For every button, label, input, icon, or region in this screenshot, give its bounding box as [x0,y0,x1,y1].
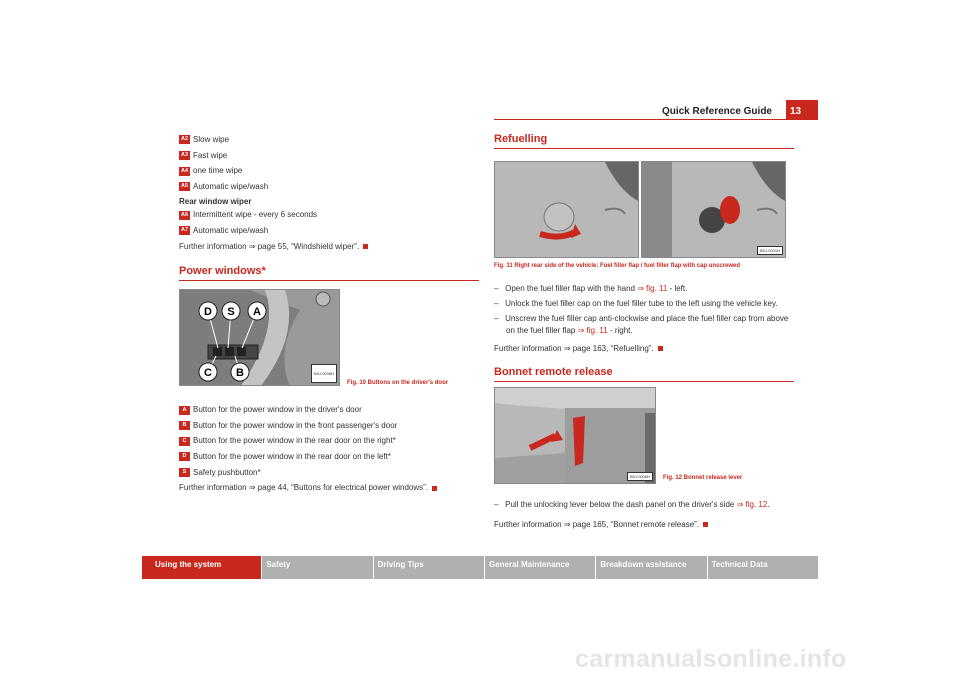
tab-using-the-system[interactable]: Using the system [142,556,261,579]
fig-reference[interactable]: ⇒ fig. 12 [736,500,768,509]
power-windows-title: Power windows* [179,264,479,281]
item-badge: D [179,452,190,461]
further-info-bonnet [494,519,794,531]
figure-10 [179,289,479,387]
tab-safety[interactable]: Safety [262,556,372,579]
item-badge: A2 [180,136,189,143]
list-item [179,132,479,148]
list-item [179,148,479,164]
list-item [179,449,479,465]
list-item [179,418,479,434]
rear-wiper-heading: Rear window wiper [179,197,252,207]
further-info-text[interactable]: Further information ⇒ page 165, “Bonnet remote release”. [494,520,700,529]
list-item [179,207,479,223]
item-text: Safety pushbutton* [193,467,261,477]
watermark: carmanualsonline.info [575,645,847,673]
power-window-list [179,402,479,496]
item-badge: S [179,468,190,477]
tab-technical-data[interactable]: Technical Data [708,556,818,579]
left-column [179,132,479,496]
item-text: Button for the power window in the rear door on the left* [193,451,391,461]
item-text: Intermittent wipe - every 6 seconds [193,210,318,220]
right-column [494,132,794,531]
further-info-text[interactable]: Further information ⇒ page 55, “Windshield wiper”. [179,241,360,251]
section-end-marker [658,346,663,351]
image-code: B5J-0008H [311,364,337,384]
list-item: – Pull the unlocking lever below the dash panel on the driver's side ⇒ fig. 12. [494,500,770,509]
step-text: Unscrew the fuel filler cap anti-clockwise and place the fuel filler cap from above on the fuel filler flap [505,314,789,335]
item-badge: A3 [180,151,189,158]
fuel-flap-closed-illustration [495,162,639,258]
figure-12 [494,387,794,485]
footer-nav [142,556,818,579]
step-text: . [767,500,770,509]
further-info-text[interactable]: Further information ⇒ page 44, “Buttons for electrical power windows”. [179,483,429,493]
fig10-caption: Fig. 10 Buttons on the driver's door [347,380,449,387]
bonnet-title: Bonnet remote release [494,365,794,382]
fuel-flap-open-image [641,161,786,258]
item-text: one time wipe [193,166,243,176]
refuelling-title: Refuelling [494,132,794,149]
step-text: Unlock the fuel filler cap on the fuel filler tube to the left using the vehicle key. [505,299,778,308]
section-end-marker [432,486,437,491]
list-item: – Unlock the fuel filler cap on the fuel filler tube to the left using the vehicle key. [494,299,778,308]
step-text: Pull the unlocking lever below the dash panel on the driver's side [505,500,737,509]
page-header [0,100,960,120]
figure-11 [494,161,794,258]
fig11-caption: Fig. 11 Right rear side of the vehicle: Fuel filler flap / fuel filler flap with cap unscrewed [494,263,741,269]
fuel-flap-open-illustration [642,162,786,258]
further-info-text[interactable]: Further information ⇒ page 163, “Refuelling”. [494,344,654,353]
fig-reference[interactable]: ⇒ fig. 11 [577,326,608,335]
fig-reference[interactable]: ⇒ fig. 11 [637,284,668,293]
image-code: B5J-0006H [627,472,653,481]
item-badge: A7 [180,227,189,234]
step-text: - right. [607,326,633,335]
callout-b: B [236,367,244,380]
fig12-caption: Fig. 12 Bonnet release lever [663,475,743,481]
item-badge: A4 [180,167,189,174]
further-info-wiper [179,239,479,255]
section-end-marker [363,244,368,249]
fuel-flap-closed-image [494,161,639,258]
tab-breakdown-assistance[interactable]: Breakdown assistance [596,556,706,579]
list-item [179,179,479,195]
callout-a: A [253,306,261,319]
list-item [179,433,479,449]
list-item [179,223,479,239]
item-text: Button for the power window in the driver's door [193,405,362,415]
list-item [179,163,479,179]
list-item [179,402,479,418]
further-info-power-windows [179,480,479,496]
image-code: B5J-0001H [757,246,783,255]
item-text: Automatic wipe/wash [193,181,269,191]
page-number: 13 [786,100,818,120]
item-badge: A [179,406,190,415]
further-info-refuelling [494,343,794,355]
item-text: Automatic wipe/wash [193,225,269,235]
step-text: - left. [667,284,688,293]
tab-driving-tips[interactable]: Driving Tips [374,556,484,579]
item-text: Button for the power window in the rear door on the right* [193,436,396,446]
refuel-steps [494,283,794,337]
list-item: – Open the fuel filler flap with the hand ⇒ fig. 11 - left. [494,284,688,293]
item-text: Fast wipe [193,150,228,160]
item-badge: A6 [180,211,189,218]
list-item: – Unscrew the fuel filler cap anti-clockwise and place the fuel filler cap from above on the fuel filler flap ⇒ fig. 11 - right. [494,314,789,335]
item-badge: A5 [180,183,189,190]
item-badge: C [179,437,190,446]
item-badge: B [179,421,190,430]
bonnet-lever-illustration [495,388,656,484]
list-item [179,465,479,481]
header-rule [494,119,818,120]
header-title: Quick Reference Guide [661,106,772,117]
step-text: Open the fuel filler flap with the hand [505,284,638,293]
door-buttons-image [179,289,340,386]
bonnet-lever-image [494,387,656,484]
tab-general-maintenance[interactable]: General Maintenance [485,556,595,579]
callout-c: C [204,367,212,380]
callout-s: S [227,306,235,319]
callout-d: D [204,306,212,319]
section-end-marker [703,522,708,527]
item-text: Slow wipe [193,135,230,144]
item-text: Button for the power window in the front passenger's door [193,420,398,430]
